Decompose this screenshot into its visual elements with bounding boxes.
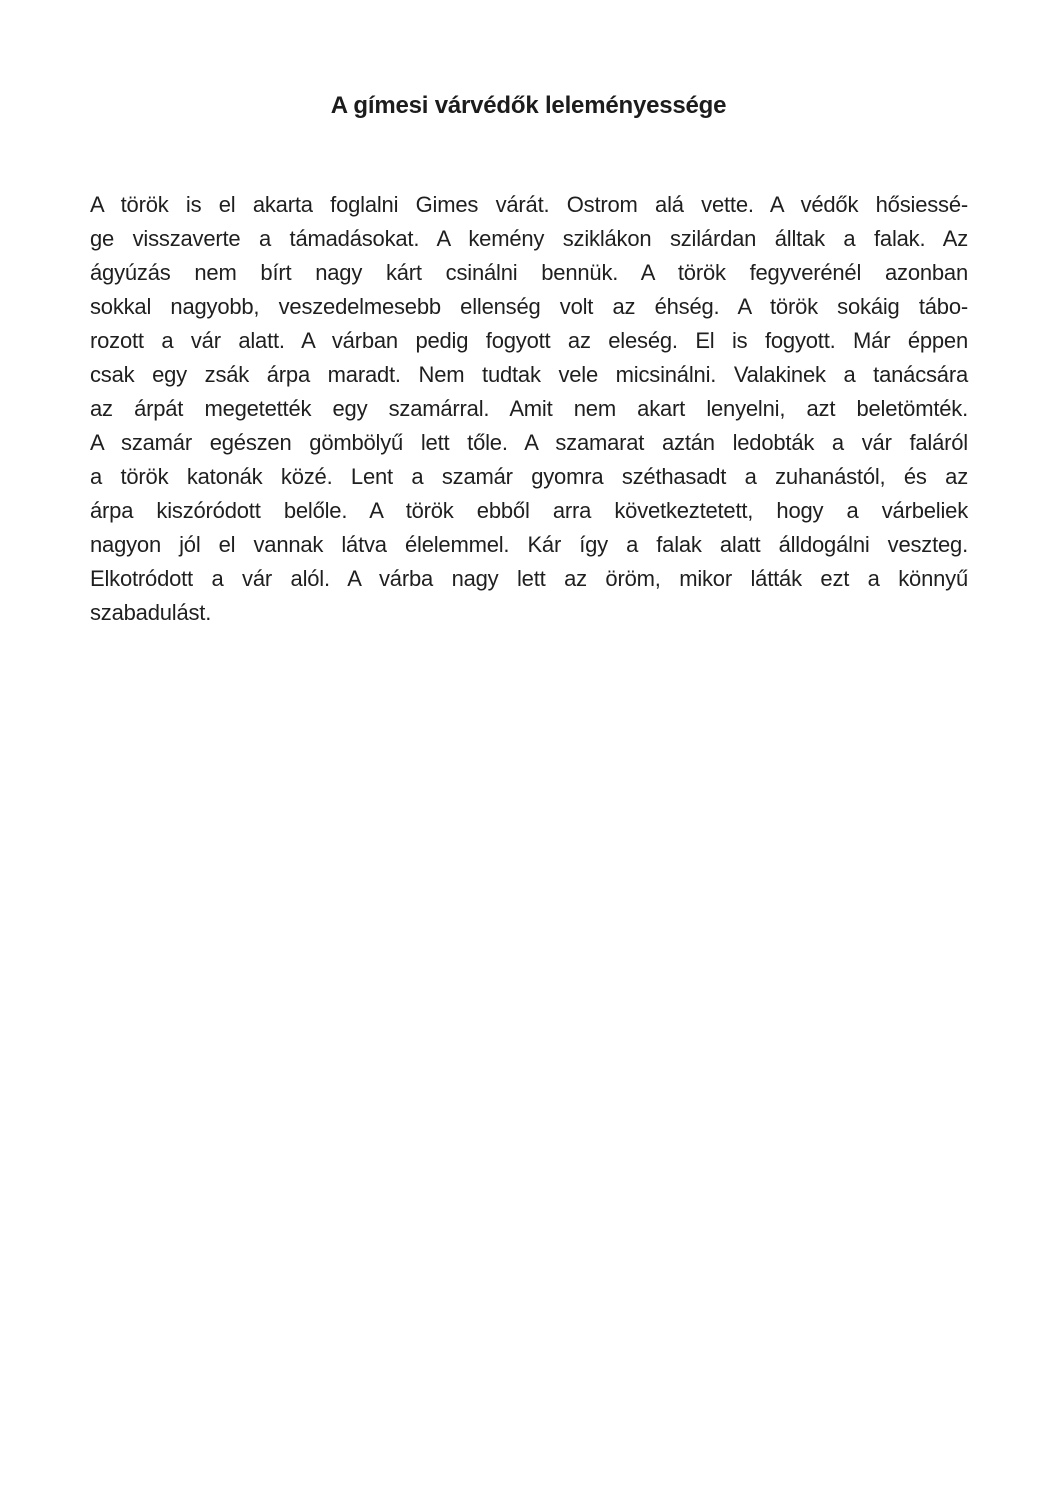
paragraph-line: az árpát megetették egy szamárral. Amit nem akart lenyelni, azt beletömték. (90, 396, 968, 421)
paragraph-line-last: szabadulást. (90, 600, 212, 625)
page-title: A gímesi várvédők leleményessége (330, 92, 727, 119)
paragraph-line: csak egy zsák árpa maradt. Nem tudtak vele micsinálni. Valakinek a tanácsára (90, 362, 968, 387)
paragraph-line: sokkal nagyobb, veszedelmesebb ellenség volt az éhség. A török sokáig tábo- (90, 294, 968, 319)
paragraph-line: ágyúzás nem bírt nagy kárt csinálni bennük. A török fegyverénél azonban (90, 260, 968, 285)
paragraph-line: ge visszaverte a támadásokat. A kemény sziklákon szilárdan álltak a falak. Az (90, 226, 968, 251)
paragraph-line: a török katonák közé. Lent a szamár gyomra széthasadt a zuhanástól, és az (90, 464, 968, 489)
paragraph-line: nagyon jól el vannak látva élelemmel. Kár így a falak alatt álldogálni veszteg. (90, 532, 968, 557)
story-paragraph (90, 188, 968, 630)
paragraph-line: rozott a vár alatt. A várban pedig fogyott az eleség. El is fogyott. Már éppen (90, 328, 968, 353)
paragraph-line: árpa kiszóródott belőle. A török ebből arra következtetett, hogy a várbeliek (90, 498, 968, 523)
paragraph-line: A török is el akarta foglalni Gimes várát. Ostrom alá vette. A védők hősiessé- (90, 192, 968, 217)
paragraph-line: Elkotródott a vár alól. A várba nagy lett az öröm, mikor látták ezt a könnyű (90, 566, 968, 591)
paragraph-line: A szamár egészen gömbölyű lett tőle. A szamarat aztán ledobták a vár faláról (90, 430, 968, 455)
